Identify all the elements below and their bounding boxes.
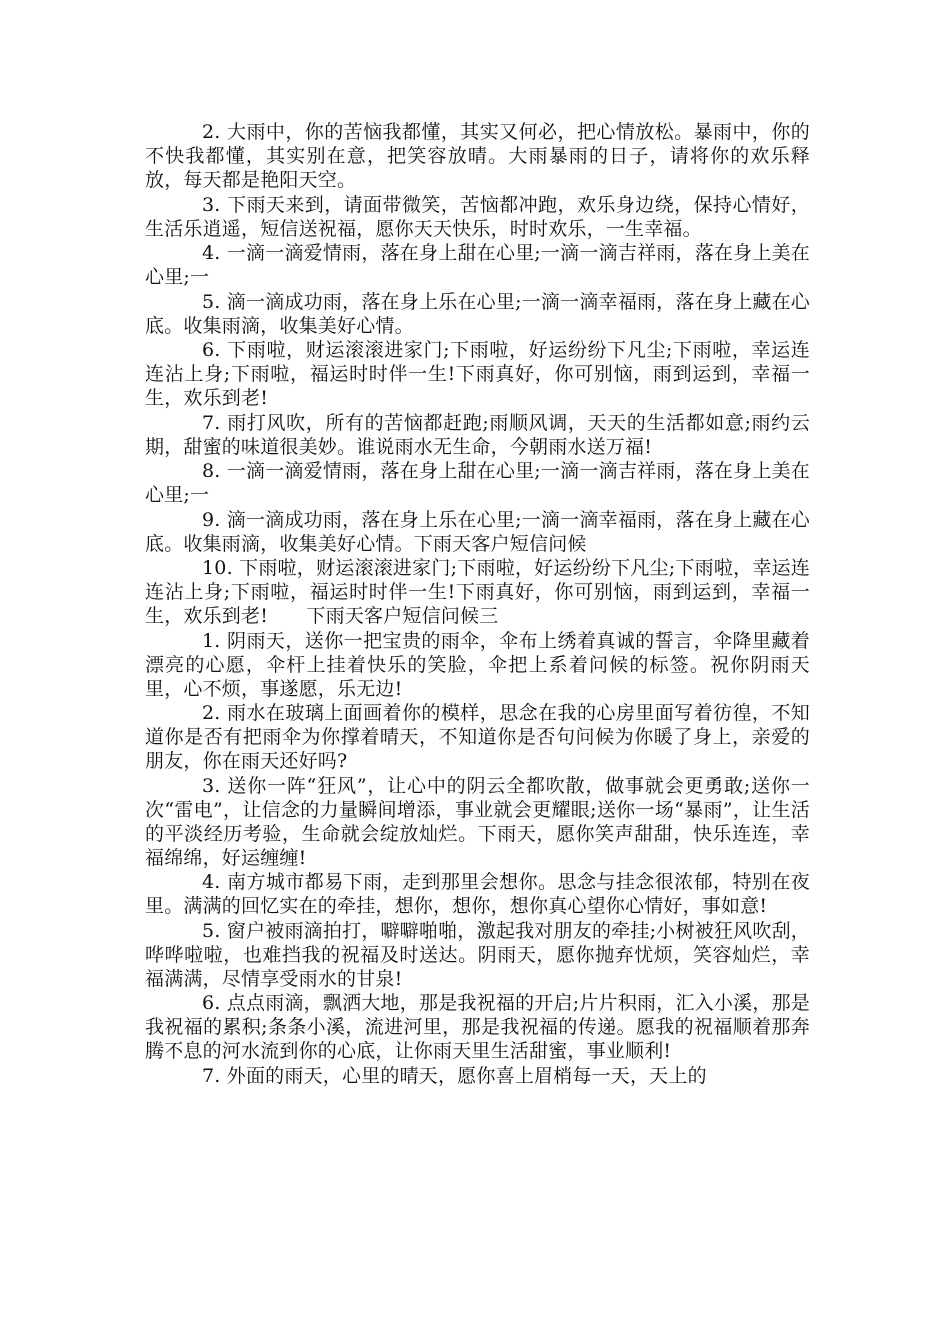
paragraph: 8. 一滴一滴爱情雨，落在身上甜在心里;一滴一滴吉祥雨，落在身上美在心里;一 xyxy=(145,460,810,506)
paragraph: 7. 外面的雨天，心里的晴天，愿你喜上眉梢每一天，天上的 xyxy=(202,1064,707,1087)
paragraph: 2. 大雨中，你的苦恼我都懂，其实又何必，把心情放松。暴雨中，你的不快我都懂，其实别在意，把笑容放晴。大雨暴雨的日子，请将你的欢乐释放，每天都是艳阳天空。 xyxy=(145,121,810,191)
paragraph: 6. 下雨啦，财运滚滚进家门;下雨啦，好运纷纷下凡尘;下雨啦，幸运连连沾上身;下雨啦，福运时时伴一生!下雨真好，你可别恼，雨到运到，幸福一生，欢乐到老! xyxy=(145,339,810,409)
paragraph: 9. 滴一滴成功雨，落在身上乐在心里;一滴一滴幸福雨，落在身上藏在心底。收集雨滴，收集美好心情。下雨天客户短信问候 xyxy=(145,508,810,555)
paragraph: 5. 窗户被雨滴拍打，噼噼啪啪，激起我对朋友的牵挂;小树被狂风吹刮，哗哗啦啦，也难挡我的祝福及时送达。阴雨天，愿你抛弃忧烦，笑容灿烂，幸福满满，尽情享受雨水的甘泉! xyxy=(145,919,810,990)
paragraph: 3. 送你一阵“狂风”，让心中的阴云全都吹散，做事就会更勇敢;送你一次“雷电”，让信念的力量瞬间增添，事业就会更耀眼;送你一场“暴雨”，让生活的平淡经历考验，生命就会绽放灿烂。下雨天，愿你笑声甜甜，快乐连连，幸福绵绵，好运缠缠! xyxy=(145,774,810,869)
paragraph: 6. 点点雨滴，飘洒大地，那是我祝福的开启;片片积雨，汇入小溪，那是我祝福的累积;条条小溪，流进河里，那是我祝福的传递。愿我的祝福顺着那奔腾不息的河水流到你的心底，让你雨天里生活甜蜜，事业顺利! xyxy=(145,992,810,1062)
paragraph: 5. 滴一滴成功雨，落在身上乐在心里;一滴一滴幸福雨，落在身上藏在心底。收集雨滴，收集美好心情。 xyxy=(145,290,810,337)
paragraph: 7. 雨打风吹，所有的苦恼都赶跑;雨顺风调，天天的生活都如意;雨约云期，甜蜜的味道很美妙。谁说雨水无生命，今朝雨水送万福! xyxy=(145,411,810,458)
paragraph: 3. 下雨天来到，请面带微笑，苦恼都冲跑，欢乐身边绕，保持心情好，生活乐逍遥，短信送祝福，愿你天天快乐，时时欢乐，一生幸福。 xyxy=(145,193,810,240)
paragraph: 2. 雨水在玻璃上面画着你的模样，思念在我的心房里面写着彷徨，不知道你是否有把雨伞为你撑着晴天，不知道你是否句问候为你暖了身上，亲爱的朋友，你在雨天还好吗? xyxy=(145,702,810,772)
document-body xyxy=(145,120,810,1088)
paragraph: 1. 阴雨天，送你一把宝贵的雨伞，伞布上绣着真诚的誓言，伞降里藏着漂亮的心愿，伞杆上挂着快乐的笑脸，伞把上系着问候的标签。祝你阴雨天里，心不烦，事遂愿，乐无边! xyxy=(145,629,810,700)
paragraph: 4. 南方城市都易下雨，走到那里会想你。思念与挂念很浓郁，特别在夜里。满满的回忆实在的牵挂，想你，想你，想你真心望你心情好，事如意! xyxy=(145,871,810,917)
paragraph: 10. 下雨啦，财运滚滚进家门;下雨啦，好运纷纷下凡尘;下雨啦，幸运连连沾上身;下雨啦，福运时时伴一生!下雨真好，你可别恼，雨到运到，幸福一生，欢乐到老! 下雨天客户短信问候三 xyxy=(145,557,810,627)
paragraph: 4. 一滴一滴爱情雨，落在身上甜在心里;一滴一滴吉祥雨，落在身上美在心里;一 xyxy=(145,242,810,288)
